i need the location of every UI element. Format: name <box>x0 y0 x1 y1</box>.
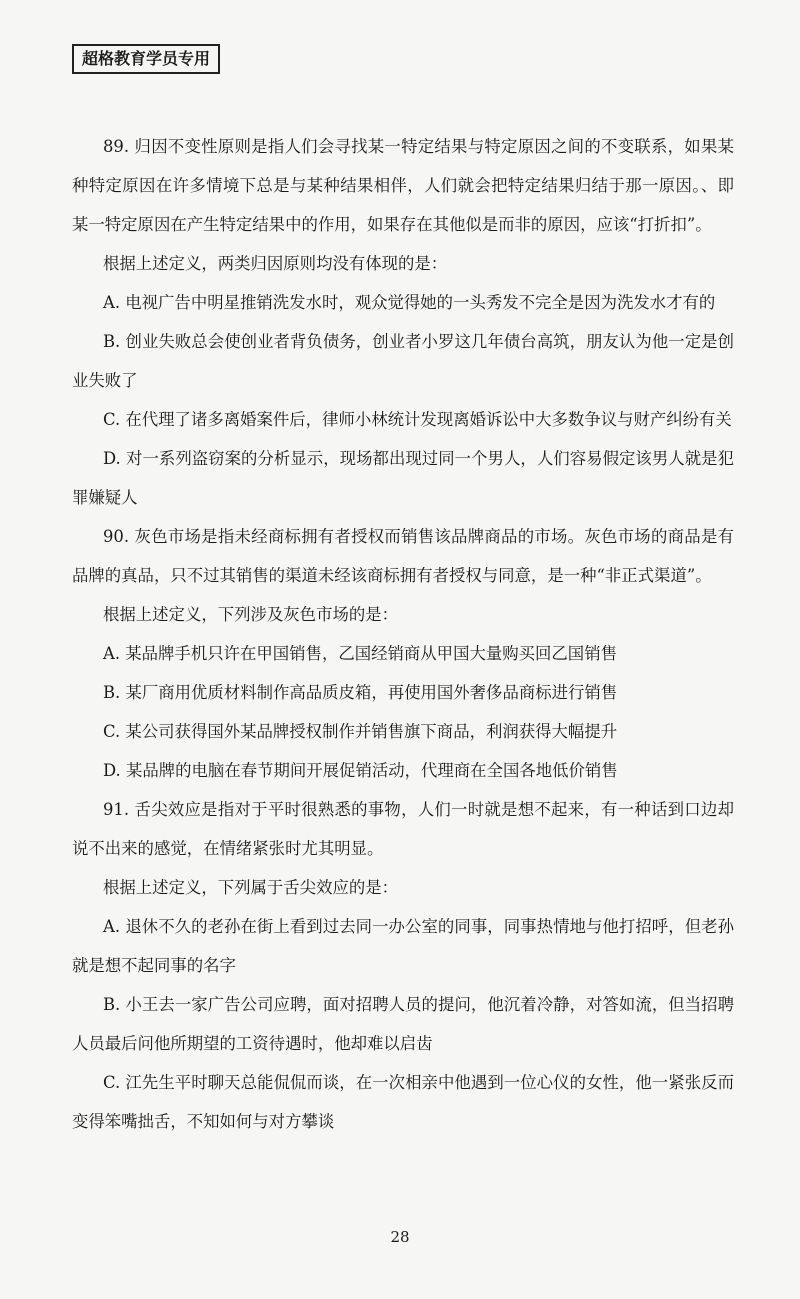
question-90-option-b: B. 某厂商用优质材料制作高品质皮箱，再使用国外奢侈品商标进行销售 <box>103 683 618 702</box>
question-90-stem: 90. 灰色市场是指未经商标拥有者授权而销售该品牌商品的市场。灰色市场的商品是有品牌的真品，只不过其销售的渠道未经该商标拥有者授权与同意，是一种“非正式渠道”。 <box>72 527 734 585</box>
question-90-option-a: A. 某品牌手机只许在甲国销售，乙国经销商从甲国大量购买回乙国销售 <box>103 644 617 663</box>
question-89-stem: 89. 归因不变性原则是指人们会寻找某一特定结果与特定原因之间的不变联系，如果某种特定原因在许多情境下总是与某种结果相伴，人们就会把特定结果归结于那一原因。、即某一特定原因在产生特定结果中的作用，如果存在其他似是而非的原因，应该“打折扣”。 <box>72 137 734 234</box>
question-89-option-a: A. 电视广告中明星推销洗发水时，观众觉得她的一头秀发不完全是因为洗发水才有的 <box>103 293 716 312</box>
question-91-prompt: 根据上述定义，下列属于舌尖效应的是： <box>103 878 399 897</box>
question-91-option-a: A. 退休不久的老孙在街上看到过去同一办公室的同事，同事热情地与他打招呼，但老孙就是想不起同事的名字 <box>72 917 734 975</box>
question-91-option-b: B. 小王去一家广告公司应聘，面对招聘人员的提问，他沉着冷静，对答如流，但当招聘人员最后问他所期望的工资待遇时，他却难以启齿 <box>72 995 734 1053</box>
question-90-option-d: D. 某品牌的电脑在春节期间开展促销活动，代理商在全国各地低价销售 <box>103 761 618 780</box>
page-number: 28 <box>390 1228 410 1246</box>
question-89-prompt: 根据上述定义，两类归因原则均没有体现的是： <box>103 254 448 273</box>
question-90-option-c: C. 某公司获得国外某品牌授权制作并销售旗下商品，利润获得大幅提升 <box>103 722 618 741</box>
question-91-stem: 91. 舌尖效应是指对于平时很熟悉的事物，人们一时就是想不起来，有一种话到口边却说不出来的感觉，在情绪紧张时尤其明显。 <box>72 800 734 858</box>
question-90-prompt: 根据上述定义，下列涉及灰色市场的是： <box>103 605 399 624</box>
page-content <box>72 127 734 1141</box>
question-89-option-c: C. 在代理了诸多离婚案件后，律师小林统计发现离婚诉讼中大多数争议与财产纠纷有关 <box>103 410 732 429</box>
question-89-option-d: D. 对一系列盗窃案的分析显示，现场都出现过同一个男人，人们容易假定该男人就是犯罪嫌疑人 <box>72 449 734 507</box>
question-91-option-c: C. 江先生平时聊天总能侃侃而谈，在一次相亲中他遇到一位心仪的女性，他一紧张反而变得笨嘴拙舌，不知如何与对方攀谈 <box>72 1073 734 1131</box>
question-89-option-b: B. 创业失败总会使创业者背负债务，创业者小罗这几年债台高筑，朋友认为他一定是创业失败了 <box>72 332 734 390</box>
watermark-stamp: 超格教育学员专用 <box>72 44 220 74</box>
